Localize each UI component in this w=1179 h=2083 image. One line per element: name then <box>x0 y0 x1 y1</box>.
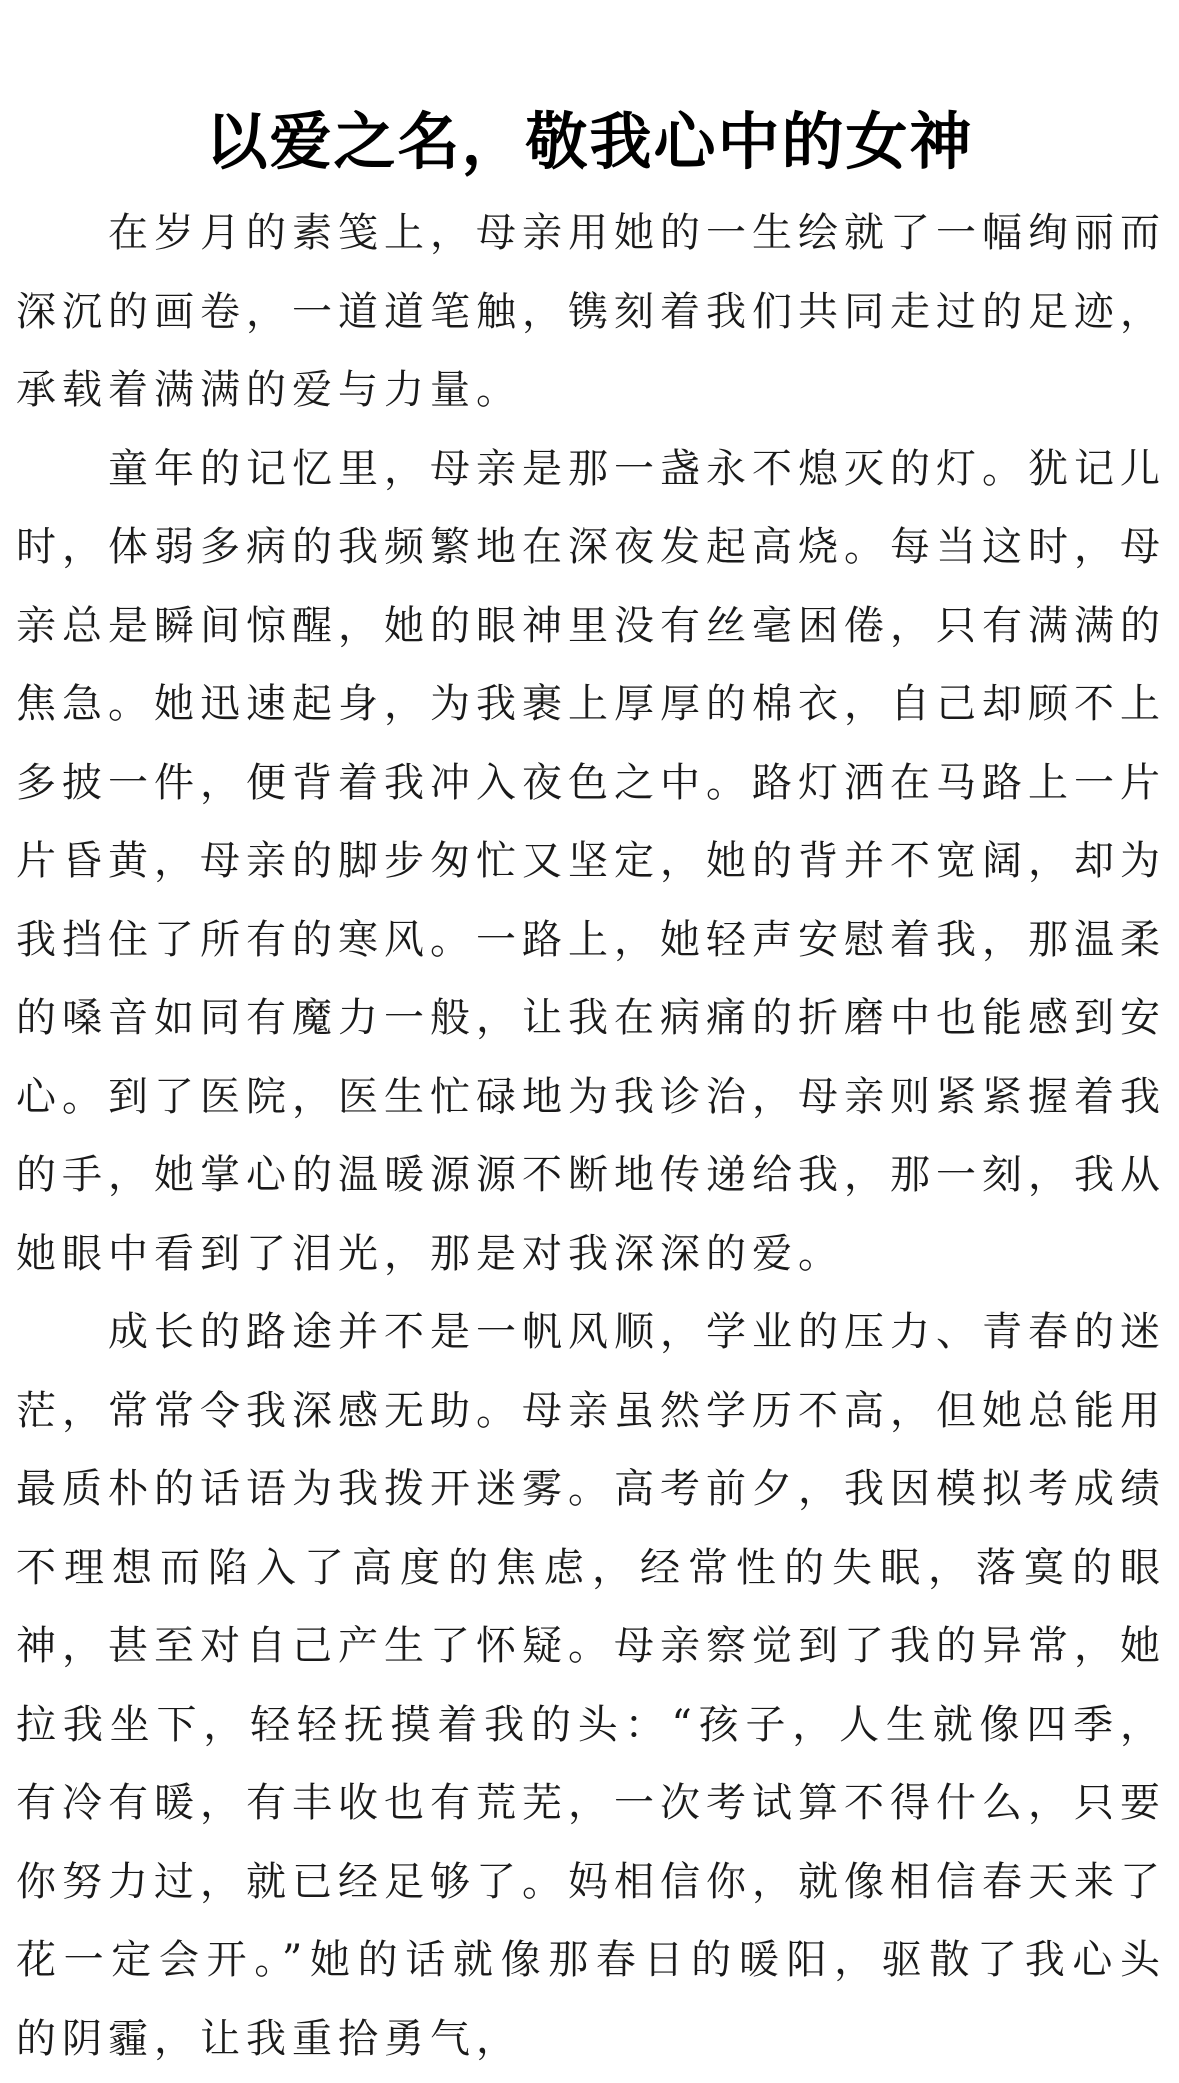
paragraph-2: 童年的记忆里，母亲是那一盏永不熄灭的灯。犹记儿时，体弱多病的我频繁地在深夜发起高烧。每当这时，母亲总是瞬间惊醒，她的眼神里没有丝毫困倦，只有满满的焦急。她迅速起身，为我裹上厚厚的棉衣，自己却顾不上多披一件，便背着我冲入夜色之中。路灯洒在马路上一片片昏黄，母亲的脚步匆忙又坚定，她的背并不宽阔，却为我挡住了所有的寒风。一路上，她轻声安慰着我，那温柔的嗓音如同有魔力一般，让我在病痛的折磨中也能感到安心。到了医院，医生忙碌地为我诊治，母亲则紧紧握着我的手，她掌心的温暖源源不断地传递给我，那一刻，我从她眼中看到了泪光，那是对我深深的爱。 <box>16 445 1166 1277</box>
page-title: 以爱之名，敬我心中的女神 <box>205 104 974 178</box>
paragraph-3: 成长的路途并不是一帆风顺，学业的压力、青春的迷茫，常常令我深感无助。母亲虽然学历不高，但她总能用最质朴的话语为我拨开迷雾。高考前夕，我因模拟考成绩不理想而陷入了高度的焦虑，经常性的失眠，落寞的眼神，甚至对自己产生了怀疑。母亲察觉到了我的异常，她拉我坐下，轻轻抚摸着我的头：“孩子，人生就像四季，有冷有暖，有丰收也有荒芜，一次考试算不得什么，只要你努力过，就已经足够了。妈相信你，就像相信春天来了花一定会开。”她的话就像那春日的暖阳，驱散了我心头的阴霾，让我重拾勇气， <box>16 1309 1166 2062</box>
article-body <box>16 194 1166 2078</box>
paragraph-1: 在岁月的素笺上，母亲用她的一生绘就了一幅绚丽而深沉的画卷，一道道笔触，镌刻着我们共同走过的足迹，承载着满满的爱与力量。 <box>16 210 1166 413</box>
